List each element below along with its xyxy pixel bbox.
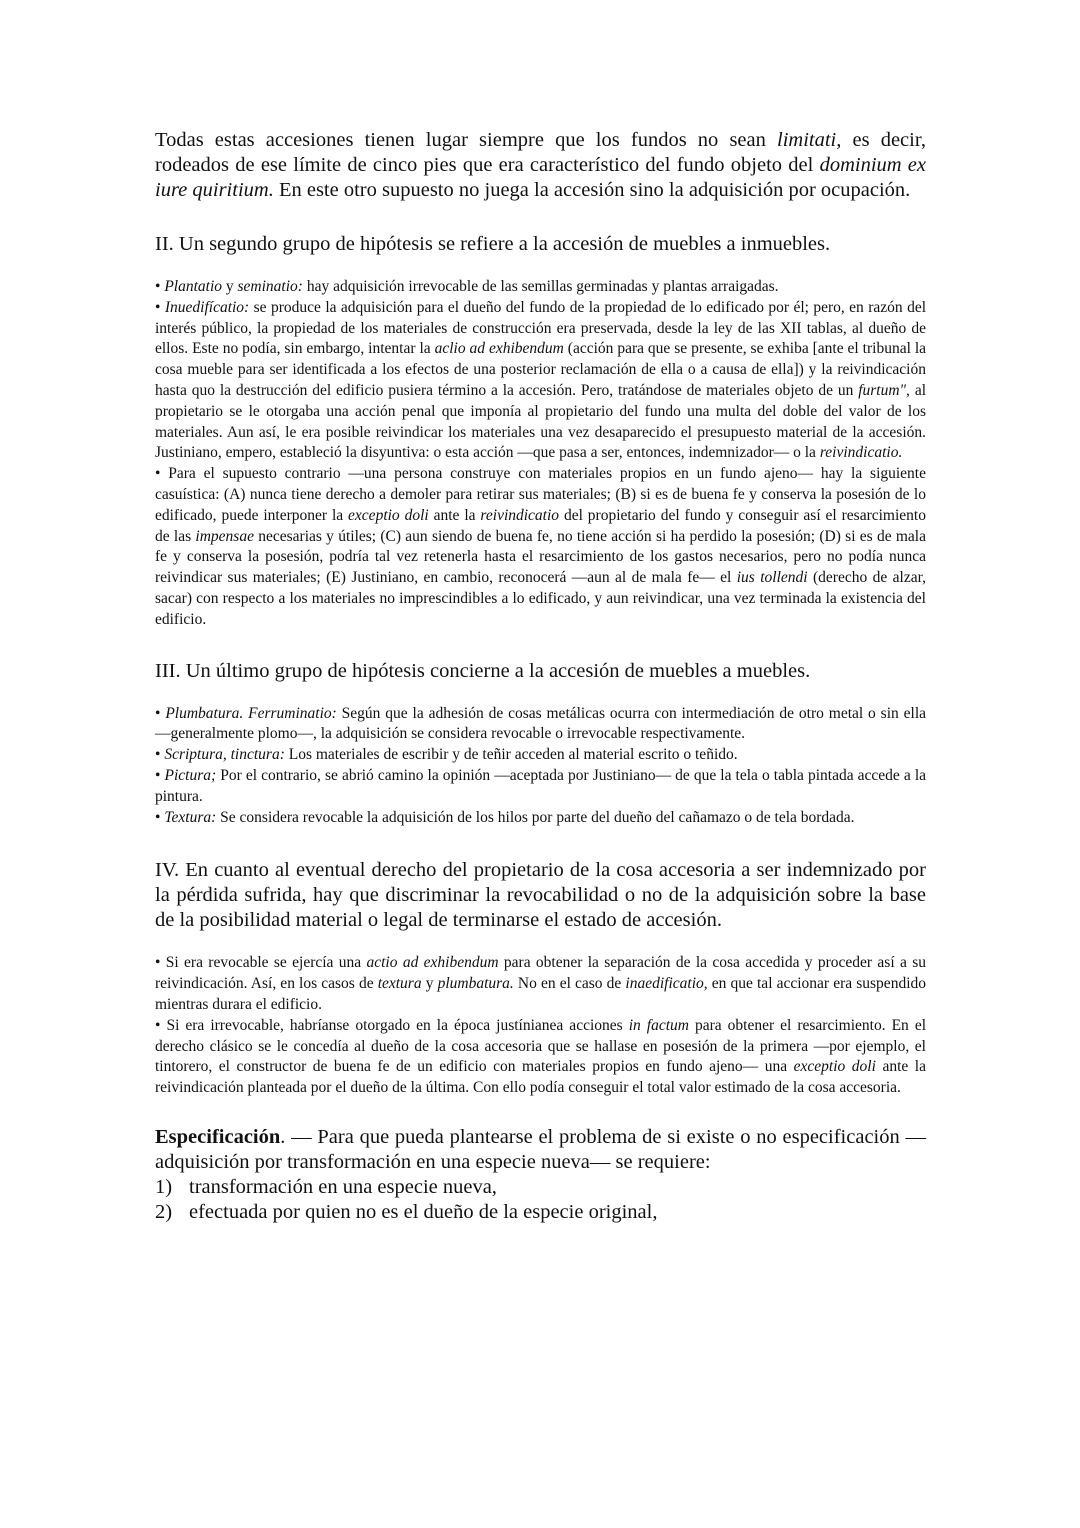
italic-term: ius tollendi	[736, 569, 808, 587]
text: Los materiales de escribir y de teñir acceden al material escrito o teñido.	[284, 746, 738, 764]
italic-term: Plumbatura. Ferruminatio:	[165, 704, 337, 722]
italic-term: seminatio:	[237, 278, 303, 295]
text: (acción para que se presente, se exhiba [ante el tribunal la cosa mueble para ser identificada a los efectos de una posterior reclamación de ella o a causa de ella]) y la reivindicación hasta quo la destrucción del edificio pusiera término a la accesión. Pero, tratándose de materiales objeto de un	[155, 340, 927, 399]
italic-term: dominium ex iure quiritium.	[155, 154, 927, 201]
requirement-item-1	[155, 1175, 926, 1200]
section-2-list	[155, 277, 926, 631]
italic-term: inaedificatio,	[625, 975, 708, 993]
italic-term: Inuedifícatio:	[164, 298, 250, 316]
bullet: •	[155, 1016, 161, 1034]
intro-paragraph	[155, 128, 926, 203]
text: hay adquisición irrevocable de las semillas germinadas y plantas arraigadas.	[302, 278, 779, 295]
section-3-heading: III. Un último grupo de hipótesis concierne a la accesión de muebles a muebles.	[155, 659, 811, 682]
italic-term: Pictura;	[164, 766, 217, 784]
list-item-supuesto-contrario	[155, 464, 926, 630]
list-item-irrevocable	[155, 1016, 926, 1099]
text: Según que la adhesión de cosas metálicas ocurra con intermediación de otro metal o sin ella —generalmente plomo—, la adquisición se considera revocable o irrevocable respectivamente.	[155, 704, 927, 743]
text: En este otro supuesto no juega la accesión sino la adquisición por ocupación.	[273, 179, 911, 201]
text: y	[222, 278, 238, 295]
list-item-plumbatura	[155, 704, 926, 746]
list-item-pictura	[155, 766, 926, 808]
italic-term: Textura:	[164, 808, 217, 826]
italic-term: plumbatura.	[437, 975, 514, 993]
text: ante la	[428, 506, 481, 524]
list-item-scriptura	[155, 745, 926, 766]
text: Por el contrario, se abrió camino la opinión —aceptada por Justiniano— de que la tela o tabla pintada accede a la pintura.	[155, 766, 927, 805]
text: Se considera revocable la adquisición de los hilos por parte del dueño del cañamazo o de tela bordada.	[216, 808, 855, 826]
bold-term: Especificación	[155, 1125, 281, 1148]
text: necesarias y útiles; (C) aun siendo de buena fe, no tiene acción si ha perdido la posesión; (D) si es de mala fe y conserva la posesión, podría tal vez retenerla hasta el resarcimiento de los gastos necesarios, pero no podía nunca reivindicar sus materiales; (E) Justiniano, en cambio, reconocerá —aun al de mala fe— el	[155, 527, 926, 587]
italic-term: Scriptura, tinctura:	[164, 746, 285, 764]
text: Si era revocable se ejercía una	[160, 954, 367, 972]
text: Para el supuesto contrario —una persona construye con materiales propios en un fundo ajeno— hay la siguiente casuística: (A) nunca tiene derecho a demoler para retirar sus materiales; (B) si es de buena fe y conserva la posesión de lo edificado, puede interponer la	[155, 465, 926, 524]
requirement-item-2	[155, 1200, 926, 1225]
item-number: 2)	[155, 1200, 173, 1223]
text: Todas estas accesiones tienen lugar siempre que los fundos no sean	[155, 129, 777, 151]
italic-term: exceptio doli	[793, 1058, 876, 1076]
bullet: •	[155, 704, 161, 722]
italic-term: textura	[377, 975, 422, 993]
section-4-paragraph: IV. En cuanto al eventual derecho del propietario de la cosa accesoria a ser indemnizado por la pérdida sufrida, hay que discriminar la revocabilidad o no de la adquisición sobre la base de la posibilidad material o legal de terminarse el estado de accesión.	[155, 859, 926, 932]
item-text: efectuada por quien no es el dueño de la especie original,	[189, 1200, 658, 1223]
list-item-inaedificatio	[155, 298, 926, 464]
text: . — Para que pueda plantearse el problema de si existe o no especificación —adquisición por transformación en una especie nueva— se requiere:	[155, 1125, 926, 1173]
bullet: •	[155, 954, 161, 972]
text: es decir, rodeados de ese límite de cinco pies que era característico del fundo objeto del	[155, 129, 926, 176]
section-4-list	[155, 953, 926, 1099]
section-3-list	[155, 704, 926, 829]
italic-term: reivindicatio	[480, 506, 560, 524]
text: al propietario se le otorgaba una acción penal que imponía al propietario del fundo una multa del doble del valor de los materiales. Aun así, le era posible reivindicar los materiales una vez desaparecido el presupuesto material de la accesión. Justiniano, empero, estableció la disyuntiva: o esta acción —que pasa a ser, entonces, indemnizador— o la	[155, 381, 926, 462]
bullet: •	[155, 465, 161, 483]
text: del propietario del fundo y conseguir así el resarcimiento de las	[155, 506, 926, 545]
list-item-plantatio	[155, 277, 926, 298]
text: Si era irrevocable, habríanse otorgado en la época justínianea acciones	[160, 1016, 629, 1034]
italic-term: reivindicatio.	[819, 444, 903, 462]
item-number: 1)	[155, 1175, 173, 1198]
bullet: •	[155, 808, 161, 826]
especificacion-paragraph	[155, 1125, 926, 1175]
text: (derecho de alzar, sacar) con respecto a los materiales no imprescindibles a lo edificado, y aun reivindicar, una vez terminada la existencia del edificio.	[155, 569, 927, 628]
italic-term: furtum",	[858, 381, 910, 399]
text: en que tal accionar era suspendido mientras durara el edificio.	[155, 975, 926, 1013]
item-text: transformación en una especie nueva,	[189, 1175, 497, 1198]
list-item-revocable	[155, 953, 926, 1015]
italic-term: aclio ad exhibendum	[434, 340, 564, 358]
text: para obtener el resarcimiento. En el derecho clásico se le concedía al dueño de la cosa accesoria que se hallase en posesión de la primera —por ejemplo, el tintorero, el constructor de buena fe de un edificio con materiales propios en fundo ajeno— una	[155, 1016, 926, 1076]
italic-term: actio ad exhibendum	[366, 954, 499, 972]
italic-term: impensae	[195, 527, 254, 545]
text: y	[421, 975, 438, 993]
italic-term: exceptio doli	[348, 506, 429, 524]
list-item-textura	[155, 808, 926, 829]
text: para obtener la separación de la cosa accedida y proceder así a su reivindicación. Así, en los casos de	[155, 954, 926, 993]
text: se produce la adquisición para el dueño del fundo de la propiedad de lo edificado por él; pero, en razón del interés público, la propiedad de los materiales de construcción era preservada, desde la ley de las XII tablas, al dueño de ellos. Este no podía, sin embargo, intentar la	[155, 298, 927, 358]
italic-term: Plantatio	[164, 278, 223, 295]
bullet: •	[155, 298, 161, 316]
italic-term: in factum	[628, 1016, 689, 1034]
bullet: •	[155, 278, 161, 295]
document-page	[155, 128, 926, 1225]
text: No en el caso de	[513, 975, 626, 993]
bullet: •	[155, 746, 161, 764]
italic-term: limitati,	[777, 129, 842, 151]
text: ante la reivindicación planteada por el dueño de la última. Con ello podía conseguir el total valor estimado de la cosa accesoria.	[155, 1058, 926, 1097]
section-2-heading: II. Un segundo grupo de hipótesis se refiere a la accesión de muebles a inmuebles.	[155, 233, 831, 255]
bullet: •	[155, 766, 161, 784]
